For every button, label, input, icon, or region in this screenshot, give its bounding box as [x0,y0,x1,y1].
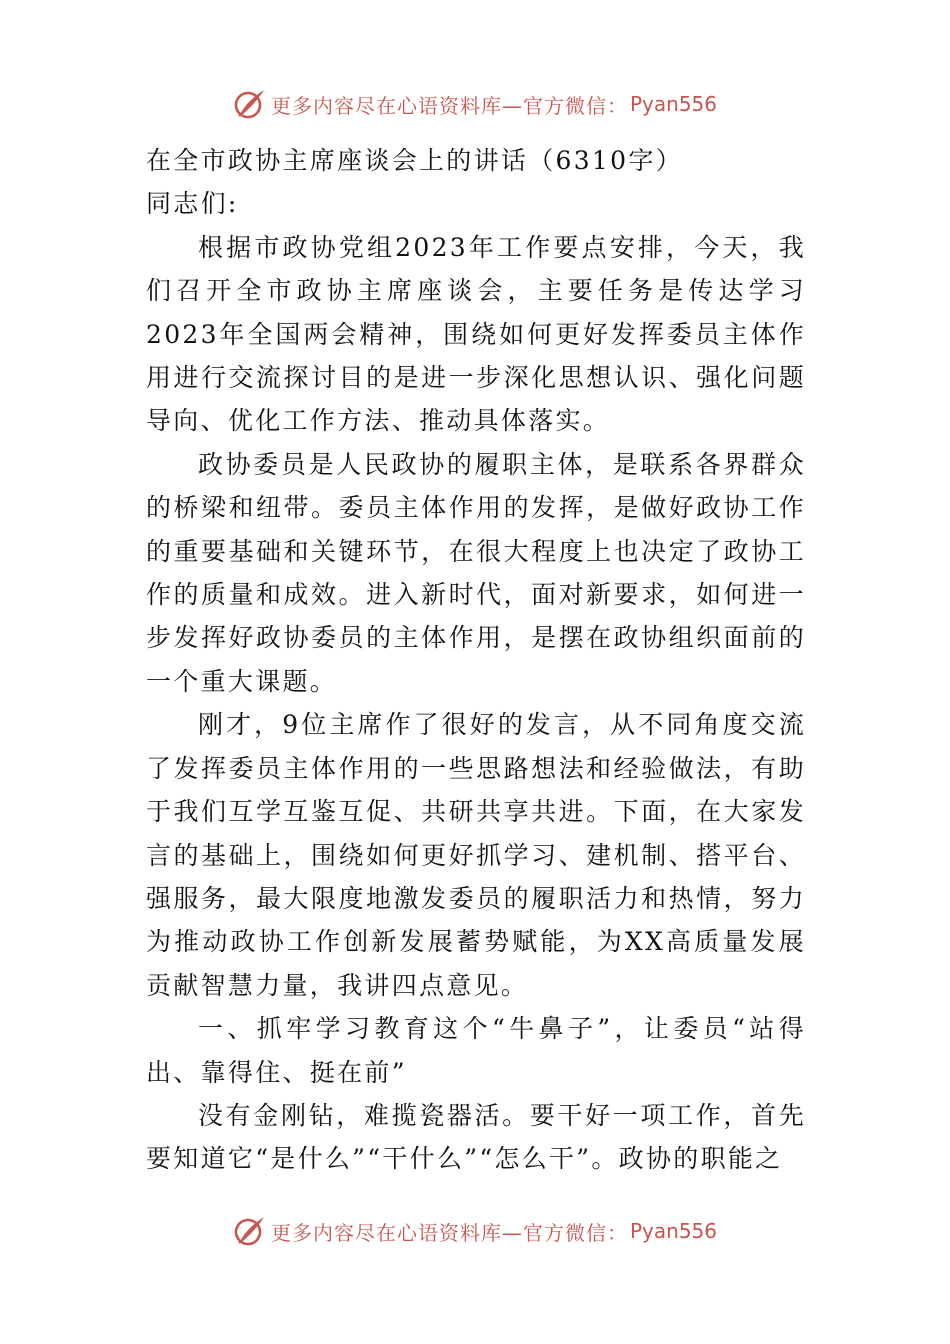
watermark-banner-bottom [0,1211,950,1251]
watermark-brand-text: 更多内容尽在心语资料库—官方微信： [270,93,628,118]
paragraph-2: 政协委员是人民政协的履职主体，是联系各界群众的桥梁和纽带。委员主体作用的发挥，是做好政协工作的重要基础和关键环节，在很大程度上也决定了政协工作的质量和成效。进入新时代，面对新要求，如何进一步发挥好政协委员的主体作用，是摆在政协组织面前的一个重大课题。 [146,449,806,696]
document-body [146,139,806,1181]
watermark-brand-text: 更多内容尽在心语资料库—官方微信： [270,1220,628,1245]
document-title: 在全市政协主席座谈会上的讲话（6310字） [146,146,683,175]
paragraph-1: 根据市政协党组2023年工作要点安排，今天，我们召开全市政协主席座谈会，主要任务是传达学习2023年全国两会精神，围绕如何更好发挥委员主体作用进行交流探讨目的是进一步深化思想认识、强化问题导向、优化工作方法、推动具体落实。 [146,232,806,436]
paragraph-3: 刚才，9位主席作了很好的发言，从不同角度交流了发挥委员主体作用的一些思路想法和经验做法，有助于我们互学互鉴互促、共研共享共进。下面，在大家发言的基础上，围绕如何更好抓学习、建机制、搭平台、强服务，最大限度地激发委员的履职活力和热情，努力为推动政协工作创新发展蓄势赋能，为XX高质量发展贡献智慧力量，我讲四点意见。 [146,710,806,1000]
salutation: 同志们: [146,189,239,219]
quill-logo-icon [233,1214,267,1248]
quill-logo-icon [233,87,267,121]
paragraph-4: 没有金刚钻，难揽瓷器活。要干好一项工作，首先要知道它“是什么”“干什么”“怎么干”。政协的职能之 [146,1100,806,1174]
watermark-banner-top [0,84,950,124]
watermark-account: Pyan556 [629,1219,717,1243]
watermark-account: Pyan556 [629,92,717,116]
section-heading-1: 一、抓牢学习教育这个“牛鼻子”，让委员“站得出、靠得住、挺在前” [146,1014,806,1087]
